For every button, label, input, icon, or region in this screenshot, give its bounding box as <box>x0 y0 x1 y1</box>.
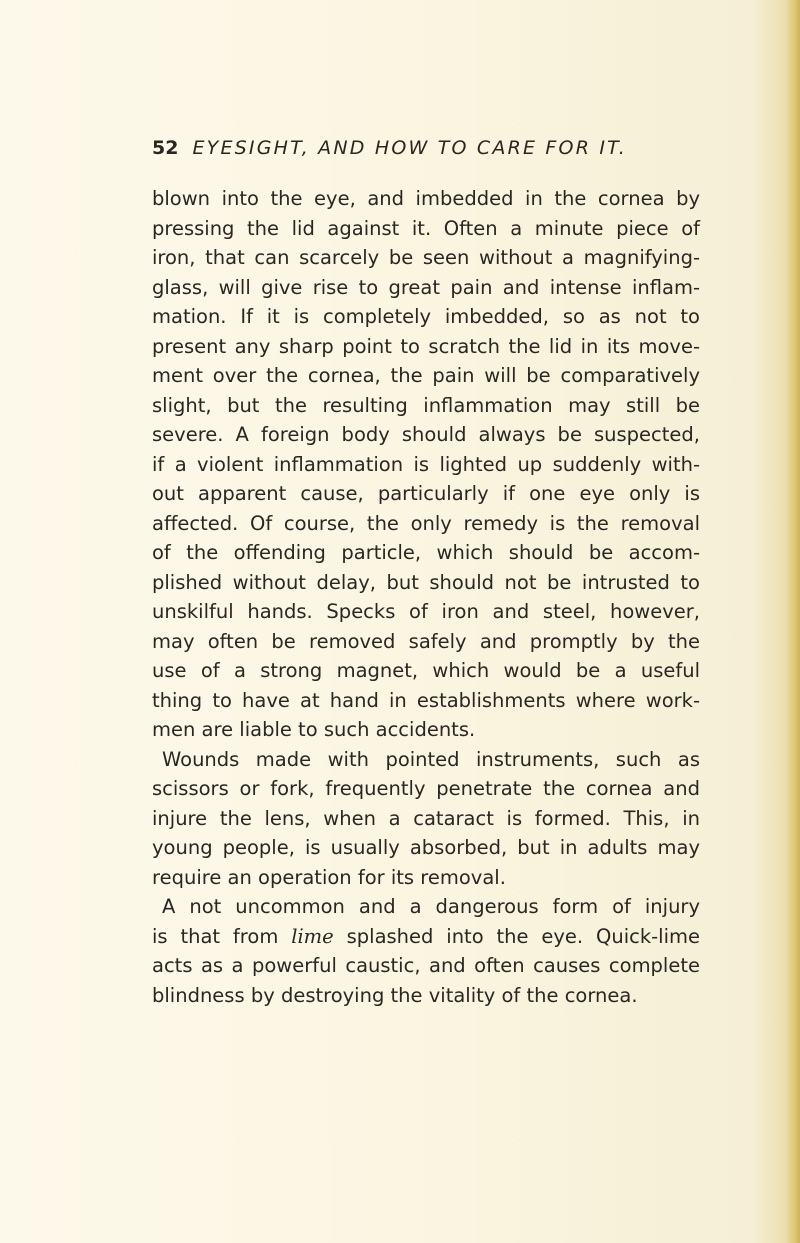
italic-word: lime <box>291 924 334 948</box>
text-line: severe. A foreign body should always be suspected, <box>152 423 700 446</box>
text-line: use of a strong magnet, which would be a useful <box>152 659 700 682</box>
text-line: injure the lens, when a cataract is formed. This, in <box>152 806 700 830</box>
running-head <box>152 137 712 169</box>
text-line: require an operation for its removal. <box>152 865 506 889</box>
text-line: thing to have at hand in establishments where work- <box>152 688 700 712</box>
text-line: mation. If it is completely imbedded, so as not to <box>152 305 700 328</box>
text-line: blown into the eye, and imbedded in the cornea by <box>152 187 700 210</box>
text-line: blindness by destroying the vitality of the cornea. <box>152 983 638 1007</box>
text-line: slight, but the resulting inflammation may still be <box>152 393 700 417</box>
text-line: iron, that can scarcely be seen without a magnifying- <box>152 246 700 269</box>
text-segment: splashed into the eye. Quick-lime <box>346 924 701 948</box>
text-line: A not uncommon and a dangerous form of injury <box>162 895 700 918</box>
text-line: plished without delay, but should not be intrusted to <box>152 570 700 594</box>
text-line: scissors or fork, frequently penetrate the cornea and <box>152 777 700 800</box>
text-line: out apparent cause, particularly if one eye only is <box>152 482 700 505</box>
text-line: may often be removed safely and promptly by the <box>152 629 700 653</box>
text-line: pressing the lid against it. Often a minute piece of <box>152 216 700 240</box>
text-line: affected. Of course, the only remedy is the removal <box>152 511 700 535</box>
body-text <box>152 184 700 1010</box>
text-line: Wounds made with pointed instruments, such as <box>162 747 700 771</box>
running-title: EYESIGHT, AND HOW TO CARE FOR IT. <box>192 137 627 159</box>
page-number: 52 <box>152 137 179 159</box>
text-line: if a violent inflammation is lighted up suddenly with- <box>152 452 700 476</box>
text-line: young people, is usually absorbed, but in adults may <box>152 836 700 859</box>
text-line: ment over the cornea, the pain will be comparatively <box>152 364 700 387</box>
text-line: present any sharp point to scratch the lid in its move- <box>152 334 700 358</box>
page-edge-shadow <box>786 0 800 1243</box>
text-segment: is that from <box>152 924 279 948</box>
text-line: acts as a powerful caustic, and often causes complete <box>152 954 700 977</box>
text-line: of the offending particle, which should be accom- <box>152 541 700 564</box>
text-line: men are liable to such accidents. <box>152 718 476 741</box>
text-line-with-italic <box>152 922 700 952</box>
text-line: unskilful hands. Specks of iron and steel, however, <box>152 600 700 623</box>
text-line: glass, will give rise to great pain and intense inflam- <box>152 275 700 299</box>
